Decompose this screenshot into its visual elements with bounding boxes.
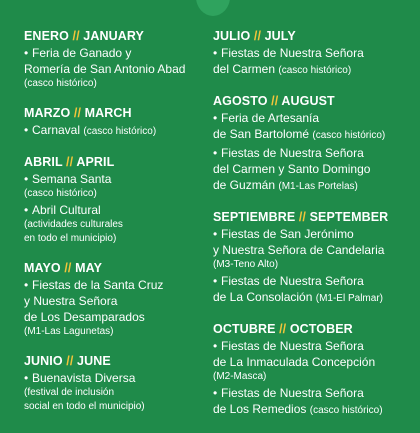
month-name-en: OCTOBER	[289, 322, 353, 336]
month-separator: //	[72, 29, 80, 43]
event-name: Semana Santa	[32, 172, 112, 186]
bullet-icon: •	[213, 274, 218, 288]
month-name-es: OCTUBRE	[213, 322, 276, 336]
bullet-icon: •	[24, 46, 29, 60]
month-name-en: JUNE	[77, 354, 111, 368]
month-section	[213, 28, 413, 79]
month-section	[213, 93, 413, 195]
event-name: Fiestas de Nuestra Señora	[221, 386, 364, 400]
month-title	[24, 353, 214, 369]
month-title	[24, 105, 214, 121]
bullet-icon: •	[24, 278, 29, 292]
month-name-es: SEPTIEMBRE	[213, 210, 296, 224]
event-name: del Carmen y Santo Domingo	[213, 162, 371, 176]
month-name-es: ABRIL	[24, 155, 63, 169]
event-item	[213, 273, 413, 307]
month-name-en: SEPTEMBER	[309, 210, 389, 224]
event-name: y Nuestra Señora	[24, 294, 118, 308]
month-name-en: JANUARY	[83, 29, 144, 43]
event-name: Fiestas de San Jerónimo	[221, 227, 354, 241]
event-item	[24, 122, 214, 140]
month-separator: //	[298, 210, 306, 224]
month-title	[213, 209, 413, 225]
month-name-en: JULY	[264, 29, 296, 43]
event-item	[213, 226, 413, 272]
event-location: (casco histórico)	[278, 65, 352, 76]
event-location: (casco histórico)	[309, 405, 383, 416]
event-name: Fiestas de la Santa Cruz	[32, 278, 164, 292]
bullet-icon: •	[213, 46, 218, 60]
event-name: Abril Cultural	[32, 203, 101, 217]
event-name: de Los Desamparados	[24, 310, 145, 324]
month-name-en: MAY	[75, 261, 103, 275]
bullet-icon: •	[213, 227, 218, 241]
month-title	[213, 28, 413, 44]
event-location: (casco histórico)	[312, 130, 386, 141]
month-section	[24, 28, 214, 91]
month-name-es: MARZO	[24, 106, 71, 120]
event-item	[24, 45, 214, 91]
event-item	[24, 370, 214, 414]
bullet-icon: •	[213, 386, 218, 400]
month-name-es: AGOSTO	[213, 94, 268, 108]
bullet-icon: •	[24, 203, 29, 217]
event-name: Fiestas de Nuestra Señora	[221, 46, 364, 60]
month-section	[24, 353, 214, 414]
bullet-icon: •	[213, 339, 218, 353]
bullet-icon: •	[24, 172, 29, 186]
month-name-en: APRIL	[76, 155, 115, 169]
month-separator: //	[271, 94, 279, 108]
event-name: Romería de San Antonio Abad	[24, 62, 186, 76]
event-name: Fiestas de Nuestra Señora	[221, 339, 364, 353]
event-location: (M3-Teno Alto)	[213, 259, 279, 270]
month-name-es: ENERO	[24, 29, 69, 43]
event-name: Buenavista Diversa	[32, 371, 136, 385]
month-name-en: MARCH	[84, 106, 132, 120]
event-name: de La Inmaculada Concepción	[213, 355, 376, 369]
month-section	[213, 209, 413, 307]
bullet-icon: •	[213, 146, 218, 160]
event-name: Feria de Artesanía	[221, 111, 320, 125]
month-separator: //	[279, 322, 287, 336]
month-section	[24, 154, 214, 246]
event-location: social en todo el municipio)	[24, 401, 145, 412]
event-name: y Nuestra Señora de Candelaria	[213, 243, 385, 257]
event-item	[24, 202, 214, 246]
event-name: de San Bartolomé	[213, 127, 310, 141]
event-location: (actividades culturales	[24, 219, 123, 230]
event-item	[24, 277, 214, 339]
event-name: de Los Remedios	[213, 402, 307, 416]
event-location: (casco histórico)	[24, 188, 97, 199]
month-name-es: JUNIO	[24, 354, 63, 368]
month-separator: //	[253, 29, 262, 43]
event-location: (M2-Masca)	[213, 371, 267, 382]
event-location: (casco histórico)	[83, 126, 157, 137]
event-name: Fiestas de Nuestra Señora	[221, 274, 364, 288]
events-column-left	[24, 28, 214, 428]
month-section	[24, 105, 214, 140]
event-location: (casco histórico)	[24, 78, 97, 89]
month-separator: //	[66, 354, 74, 368]
event-name: del Carmen	[213, 62, 276, 76]
event-name: Fiestas de Nuestra Señora	[221, 146, 364, 160]
month-separator: //	[64, 261, 72, 275]
event-item	[213, 385, 413, 419]
month-title	[213, 93, 413, 109]
event-name: de La Consolación	[213, 290, 313, 304]
month-separator: //	[73, 106, 82, 120]
events-column-right	[213, 28, 413, 433]
month-title	[24, 260, 214, 276]
month-name-es: JULIO	[213, 29, 251, 43]
event-location: (M1-Las Lagunetas)	[24, 326, 114, 337]
event-item	[213, 45, 413, 79]
bullet-icon: •	[24, 123, 29, 137]
event-name: Feria de Ganado y	[32, 46, 132, 60]
month-title	[24, 154, 214, 170]
event-item	[213, 110, 413, 144]
event-name: Carnaval	[32, 123, 81, 137]
bullet-icon: •	[24, 371, 29, 385]
month-title	[24, 28, 214, 44]
month-name-en: AUGUST	[281, 94, 335, 108]
bullet-icon: •	[213, 111, 218, 125]
month-section	[24, 260, 214, 339]
month-title	[213, 321, 413, 337]
event-location: en todo el municipio)	[24, 233, 117, 244]
event-location: (M1-El Palmar)	[315, 293, 383, 304]
month-separator: //	[66, 155, 74, 169]
event-name: de Guzmán	[213, 178, 276, 192]
event-item	[213, 145, 413, 195]
decorative-shape	[196, 0, 230, 16]
event-location: (M1-Las Portelas)	[278, 181, 358, 192]
event-item	[213, 338, 413, 384]
event-location: (festival de inclusión	[24, 387, 115, 398]
event-item	[24, 171, 214, 201]
month-section	[213, 321, 413, 419]
month-name-es: MAYO	[24, 261, 61, 275]
